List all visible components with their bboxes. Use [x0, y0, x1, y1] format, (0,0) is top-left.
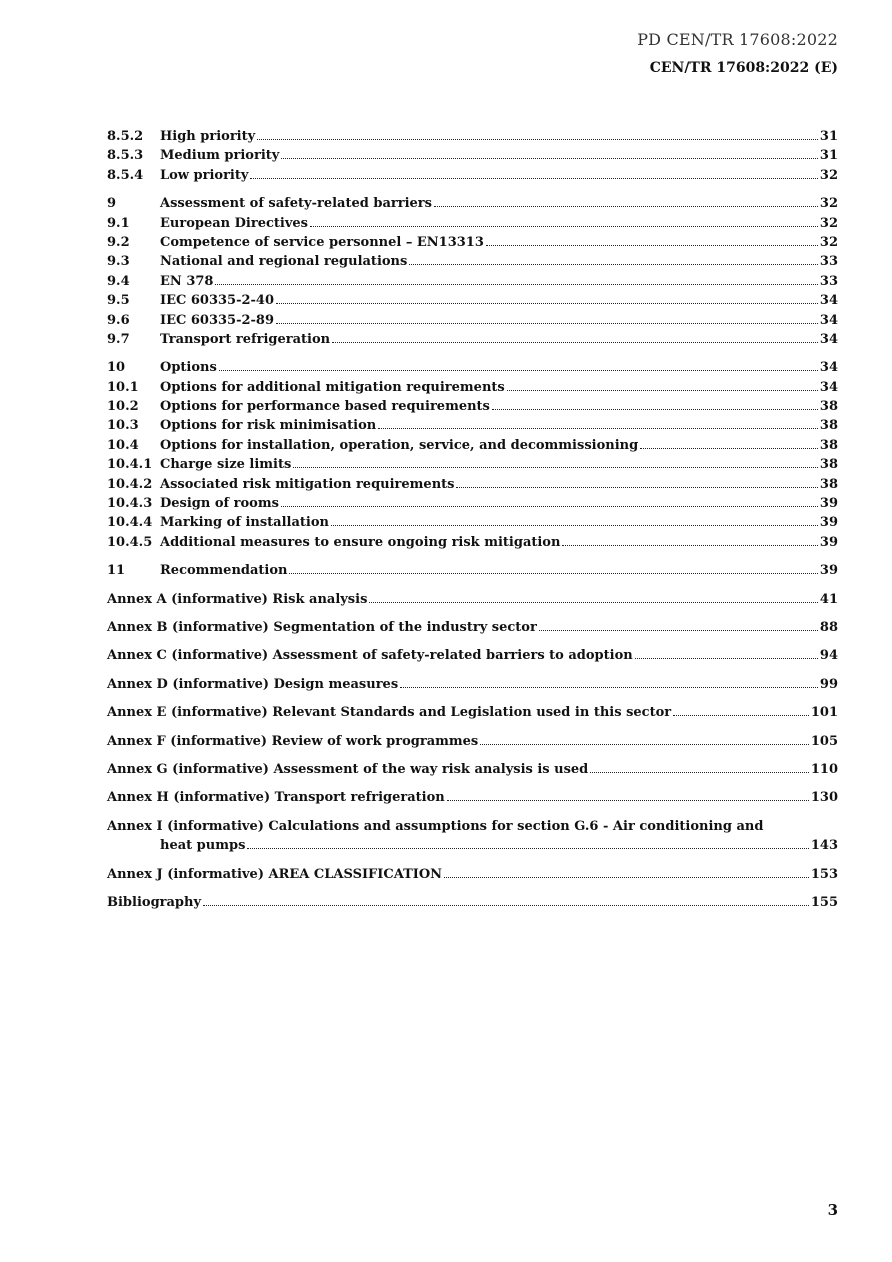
- toc-number: 9.3: [107, 254, 130, 270]
- toc-entry[interactable]: [107, 561, 838, 580]
- toc-annex-title-continuation: heat pumps: [160, 838, 246, 854]
- dot-leader: [635, 658, 818, 659]
- dot-leader: [215, 284, 817, 285]
- dot-leader: [332, 342, 818, 343]
- toc-annex-entry[interactable]: [107, 732, 838, 751]
- dot-leader: [369, 602, 818, 603]
- toc-page: 39: [819, 515, 838, 531]
- toc-page: 34: [819, 331, 838, 347]
- toc-entry[interactable]: [107, 166, 838, 185]
- toc-entry[interactable]: [107, 416, 838, 435]
- toc-annex-title: Annex I (informative) Calculations and assumptions for section G.6 - Air conditioning and: [107, 818, 764, 834]
- toc-page: 38: [819, 457, 838, 473]
- toc-number: 8.5.3: [107, 148, 144, 164]
- toc-number: 9.6: [107, 312, 130, 328]
- toc-page: 101: [810, 705, 838, 721]
- toc-page: 34: [819, 293, 838, 309]
- dot-leader: [219, 370, 818, 371]
- toc-title: Design of rooms: [160, 496, 279, 512]
- toc-annex-title: Annex G (informative) Assessment of the way risk analysis is used: [107, 761, 589, 777]
- toc-number: 9.2: [107, 234, 130, 250]
- toc-annex-i-entry[interactable]: [107, 817, 838, 856]
- toc-page: 34: [819, 360, 838, 376]
- toc-page: 105: [810, 733, 838, 749]
- toc-bibliography-entry[interactable]: [107, 893, 838, 912]
- toc-annex-entry[interactable]: [107, 865, 838, 884]
- table-of-contents: [107, 127, 838, 912]
- toc-entry[interactable]: [107, 252, 838, 271]
- document-language-header: CEN/TR 17608:2022 (E): [649, 60, 838, 76]
- page-number: 3: [827, 1201, 838, 1219]
- dot-leader: [456, 487, 817, 488]
- toc-title: Marking of installation: [160, 515, 329, 531]
- toc-page: 94: [819, 648, 838, 664]
- dot-leader: [673, 715, 809, 716]
- toc-title: Assessment of safety-related barriers: [160, 196, 432, 212]
- dot-leader: [590, 772, 809, 773]
- toc-title: IEC 60335-2-89: [160, 312, 275, 328]
- toc-page: 153: [810, 866, 838, 882]
- toc-number: 9.4: [107, 273, 130, 289]
- toc-group-11: [107, 561, 838, 580]
- toc-number: 10.4: [107, 437, 139, 453]
- toc-entry[interactable]: [107, 494, 838, 513]
- toc-number: 9.7: [107, 331, 130, 347]
- toc-page: 143: [810, 838, 838, 854]
- toc-annex-entry[interactable]: [107, 760, 838, 779]
- dot-leader: [444, 877, 809, 878]
- toc-entry[interactable]: [107, 378, 838, 397]
- toc-page: 38: [819, 418, 838, 434]
- toc-title: Transport refrigeration: [160, 331, 331, 347]
- toc-entry[interactable]: [107, 358, 838, 377]
- toc-group-10: [107, 358, 838, 552]
- dot-leader: [250, 178, 817, 179]
- toc-title: IEC 60335-2-40: [160, 293, 275, 309]
- toc-title: Associated risk mitigation requirements: [160, 476, 455, 492]
- dot-leader: [539, 630, 818, 631]
- toc-annex-title: Annex D (informative) Design measures: [107, 676, 399, 692]
- toc-page: 33: [819, 273, 838, 289]
- dot-leader: [276, 323, 818, 324]
- dot-leader: [640, 448, 818, 449]
- dot-leader: [447, 800, 809, 801]
- toc-page: 130: [810, 790, 838, 806]
- toc-entry[interactable]: [107, 436, 838, 455]
- toc-page: 32: [819, 234, 838, 250]
- toc-title: Competence of service personnel – EN13313: [160, 234, 484, 250]
- toc-page: 155: [810, 894, 838, 910]
- toc-page: 38: [819, 437, 838, 453]
- toc-number: 10: [107, 360, 126, 376]
- dot-leader: [281, 158, 818, 159]
- toc-title: National and regional regulations: [160, 254, 408, 270]
- toc-title: Options: [160, 360, 217, 376]
- dot-leader: [203, 905, 809, 906]
- toc-annex-title: Annex F (informative) Review of work programmes: [107, 733, 479, 749]
- toc-number: 11: [107, 563, 126, 579]
- dot-leader: [293, 467, 818, 468]
- toc-annex-title: Annex B (informative) Segmentation of the industry sector: [107, 619, 537, 635]
- toc-annex-title: Annex E (informative) Relevant Standards and Legislation used in this sector: [107, 705, 672, 721]
- toc-number: 10.4.1: [107, 457, 153, 473]
- toc-page: 31: [819, 129, 838, 144]
- dot-leader: [480, 744, 809, 745]
- toc-title: Charge size limits: [160, 457, 292, 473]
- toc-page: 34: [819, 312, 838, 328]
- toc-page: 99: [819, 676, 838, 692]
- toc-entry[interactable]: [107, 455, 838, 474]
- dot-leader: [276, 303, 818, 304]
- toc-annex-i-continuation: [107, 836, 838, 855]
- toc-title: Recommendation: [160, 563, 288, 579]
- toc-page: 38: [819, 476, 838, 492]
- toc-entry[interactable]: [107, 397, 838, 416]
- toc-group-9: [107, 194, 838, 349]
- toc-entry[interactable]: [107, 475, 838, 494]
- toc-title: Low priority: [160, 167, 249, 183]
- toc-annex-entry[interactable]: [107, 646, 838, 665]
- toc-entry[interactable]: [107, 194, 838, 213]
- toc-number: 10.4.2: [107, 476, 153, 492]
- dot-leader: [434, 206, 818, 207]
- toc-title: Options for risk minimisation: [160, 418, 377, 434]
- toc-entry[interactable]: [107, 311, 838, 330]
- document-id-header: PD CEN/TR 17608:2022: [637, 30, 838, 49]
- toc-annex-entry[interactable]: [107, 788, 838, 807]
- toc-number: 10.3: [107, 418, 139, 434]
- dot-leader: [400, 687, 818, 688]
- toc-number: 9.5: [107, 293, 130, 309]
- dot-leader: [562, 545, 817, 546]
- toc-number: 10.4.4: [107, 515, 153, 531]
- toc-page: 39: [819, 563, 838, 579]
- toc-number: 10.4.5: [107, 534, 153, 550]
- toc-annex-entry[interactable]: [107, 590, 838, 609]
- toc-page: 41: [819, 591, 838, 607]
- toc-title: High priority: [160, 129, 256, 144]
- toc-page: 39: [819, 534, 838, 550]
- toc-page: 33: [819, 254, 838, 270]
- toc-title: Medium priority: [160, 148, 280, 164]
- toc-bibliography-title: Bibliography: [107, 894, 202, 910]
- toc-entry[interactable]: [107, 291, 838, 310]
- toc-page: 32: [819, 196, 838, 212]
- toc-entry[interactable]: [107, 533, 838, 552]
- toc-entry[interactable]: [107, 272, 838, 291]
- toc-number: 10.2: [107, 399, 139, 415]
- dot-leader: [409, 264, 818, 265]
- toc-entry[interactable]: [107, 214, 838, 233]
- toc-annex-entry[interactable]: [107, 675, 838, 694]
- toc-page: 110: [810, 761, 838, 777]
- dot-leader: [281, 506, 818, 507]
- dot-leader: [289, 573, 817, 574]
- toc-entry[interactable]: [107, 127, 838, 146]
- toc-title: Options for performance based requirements: [160, 399, 490, 415]
- toc-page: 32: [819, 215, 838, 231]
- toc-annex-entry[interactable]: [107, 703, 838, 722]
- dot-leader: [486, 245, 818, 246]
- dot-leader: [257, 139, 818, 140]
- toc-page: 31: [819, 148, 838, 164]
- toc-title: Options for additional mitigation requirements: [160, 379, 505, 395]
- toc-page: 38: [819, 399, 838, 415]
- dot-leader: [492, 409, 818, 410]
- toc-annex-title: Annex H (informative) Transport refrigeration: [107, 790, 445, 806]
- toc-title: Options for installation, operation, service, and decommissioning: [160, 437, 639, 453]
- dot-leader: [507, 390, 818, 391]
- dot-leader: [331, 525, 818, 526]
- dot-leader: [378, 428, 818, 429]
- toc-entry[interactable]: [107, 233, 838, 252]
- toc-title: Additional measures to ensure ongoing risk mitigation: [160, 534, 561, 550]
- toc-group-8-5: [107, 127, 838, 185]
- toc-page: 32: [819, 167, 838, 183]
- toc-entry[interactable]: [107, 330, 838, 349]
- toc-annex-title: Annex A (informative) Risk analysis: [107, 591, 368, 607]
- toc-number: 9.1: [107, 215, 130, 231]
- dot-leader: [247, 848, 808, 849]
- toc-number: 8.5.4: [107, 167, 144, 183]
- toc-annex-title: Annex C (informative) Assessment of safety-related barriers to adoption: [107, 648, 633, 664]
- toc-title: EN 378: [160, 273, 214, 289]
- toc-page: 88: [819, 619, 838, 635]
- toc-annex-entry[interactable]: [107, 618, 838, 637]
- toc-number: 10.4.3: [107, 496, 153, 512]
- toc-number: 9: [107, 196, 117, 212]
- toc-entry[interactable]: [107, 146, 838, 165]
- toc-number: 10.1: [107, 379, 139, 395]
- dot-leader: [310, 226, 818, 227]
- toc-number: 8.5.2: [107, 129, 144, 144]
- toc-page: 34: [819, 379, 838, 395]
- toc-page: 39: [819, 496, 838, 512]
- toc-annex-title: Annex J (informative) AREA CLASSIFICATION: [107, 866, 443, 882]
- toc-title: European Directives: [160, 215, 308, 231]
- toc-entry[interactable]: [107, 513, 838, 532]
